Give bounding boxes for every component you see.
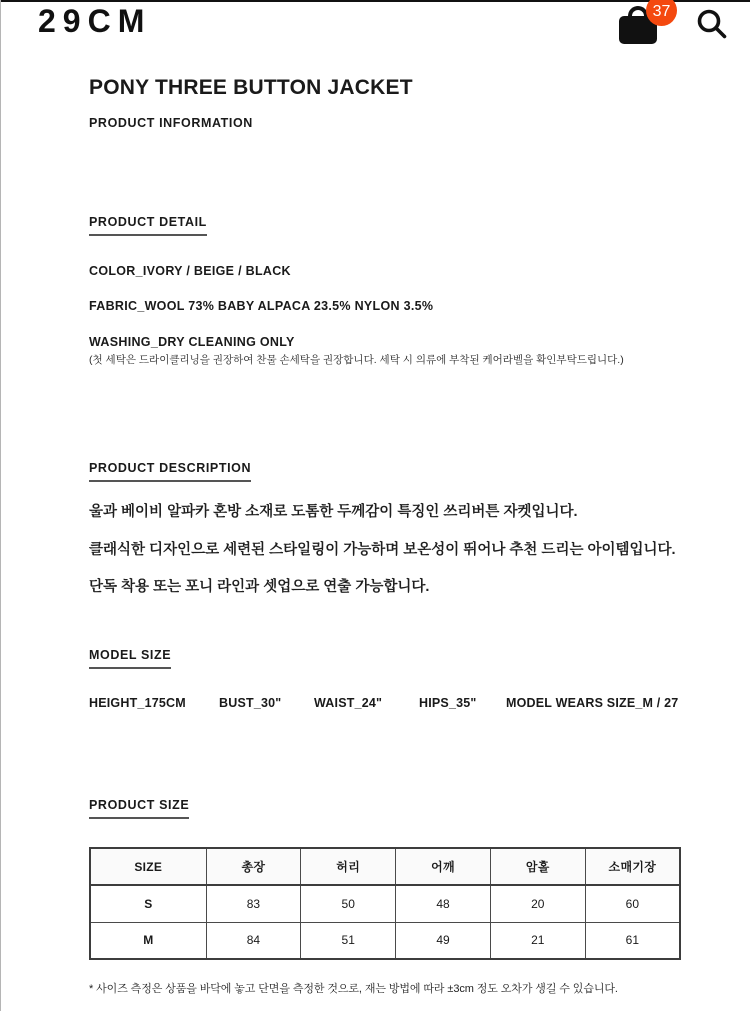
cart-count-badge: 37 [646,0,677,26]
table-row [90,922,680,959]
table-cell: 20 [490,885,585,922]
table-header-cell: 총장 [206,848,301,885]
table-header-cell: 어깨 [396,848,491,885]
table-cell-size: M [90,922,206,959]
model-bust: BUST_30" [219,696,282,710]
washing-line: WASHING_DRY CLEANING ONLY [89,335,295,349]
table-cell: 83 [206,885,301,922]
size-table [89,847,681,960]
table-cell: 21 [490,922,585,959]
header [1,0,750,48]
table-row [90,885,680,922]
washing-note: (첫 세탁은 드라이클리닝을 권장하여 찬물 손세탁을 권장합니다. 세탁 시 의류에 부착된 케어라벨을 확인부탁드립니다.) [89,354,624,366]
search-button[interactable] [695,7,729,41]
table-cell: 50 [301,885,396,922]
size-measurement-footnote: * 사이즈 측정은 상품을 바닥에 놓고 단면을 측정한 것으로, 재는 방법에 따라 ±3cm 정도 오차가 생길 수 있습니다. [89,983,618,995]
table-cell-size: S [90,885,206,922]
model-wears-size: MODEL WEARS SIZE_M / 27 [506,696,679,710]
description-paragraph: 단독 착용 또는 포니 라인과 셋업으로 연출 가능합니다. [89,579,430,595]
page-title: PONY THREE BUTTON JACKET [89,76,413,99]
model-size-row [89,696,694,711]
size-table-header-row [90,848,680,885]
table-cell: 60 [585,885,680,922]
model-waist: WAIST_24" [314,696,383,710]
cart-button[interactable] [619,2,671,44]
section-heading-model-size: MODEL SIZE [89,648,171,669]
model-height: HEIGHT_175CM [89,696,186,710]
description-paragraph: 클래식한 디자인으로 세련된 스타일링이 가능하며 보온성이 뛰어나 추천 드리는 아이템입니다. [89,542,676,558]
product-page-content [1,76,750,996]
section-heading-product-size: PRODUCT SIZE [89,798,189,819]
logo-29cm[interactable]: 29CM [38,3,152,39]
table-header-cell: 소매기장 [585,848,680,885]
section-heading-product-description: PRODUCT DESCRIPTION [89,461,251,482]
table-header-cell: 허리 [301,848,396,885]
page-top-border [1,0,750,2]
table-cell: 61 [585,922,680,959]
search-icon [695,7,729,41]
description-paragraph: 울과 베이비 알파카 혼방 소재로 도톰한 두께감이 특징인 쓰리버튼 자켓입니다. [89,504,578,520]
section-heading-product-detail: PRODUCT DETAIL [89,215,207,236]
table-header-cell: 암홀 [490,848,585,885]
table-cell: 84 [206,922,301,959]
product-information-label: PRODUCT INFORMATION [89,116,253,130]
table-cell: 51 [301,922,396,959]
table-cell: 49 [396,922,491,959]
table-header-cell: SIZE [90,848,206,885]
fabric-line: FABRIC_WOOL 73% BABY ALPACA 23.5% NYLON 3.5% [89,299,434,313]
color-line: COLOR_IVORY / BEIGE / BLACK [89,264,291,278]
model-hips: HIPS_35" [419,696,477,710]
table-cell: 48 [396,885,491,922]
